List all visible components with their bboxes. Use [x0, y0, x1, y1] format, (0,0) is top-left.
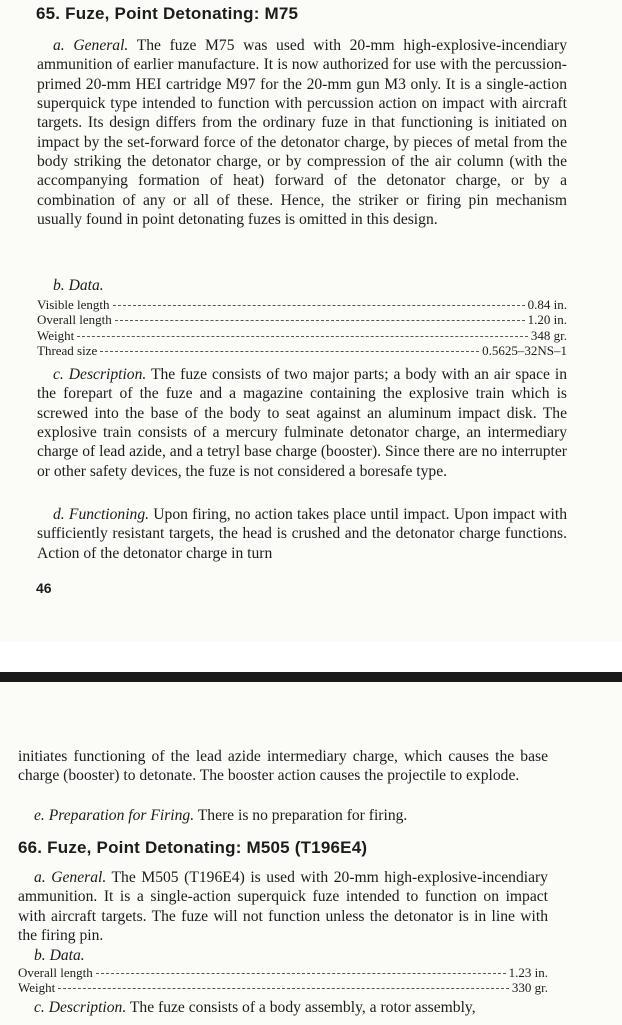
- data-row: [37, 343, 567, 358]
- data-row: [18, 965, 548, 980]
- functioning-lead: d. Functioning.: [53, 506, 150, 523]
- section-65-description: [37, 365, 567, 481]
- data-value: 330 gr.: [511, 980, 548, 996]
- data-label: Weight: [18, 980, 56, 996]
- page-divider: [0, 672, 622, 682]
- data-label: Overall length: [18, 965, 93, 980]
- description-text: The fuze consists of two major parts; a body with an air space in the forepart of the fuze and a magazine containing the explosive train which is screwed into the base of the body to seat against an aluminum impact disk. The explosive train consists of a mercury fulminate detonator charge, an intermediary charge of lead azide, and a tetryl base charge (booster). Since there are no interrupter or other safety devices, the fuze is not considered a boresafe type.: [37, 366, 567, 480]
- data-label: Visible length: [37, 297, 110, 312]
- general-text: The fuze M75 was used with 20-mm high-explosive-incendiary ammunition of earlier manufacture. It is now authorized for use with the percussion-primed 20-mm HEI cartridge M97 for the 20-mm gun M3 only. It is a single-action superquick type intended to function with percussion action on impact with aircraft targets. Its design differs from the ordinary fuze in that functioning is initiated on impact by the set-forward force of the detonator charge, by pieces of metal from the body striking the detonator charge, or by compression of the air column (with the accompanying formation of heat) forward of the detonator charge, or by a combination of any or all of these. Hence, the striker or firing pin mechanism usually found in point detonating fuzes is omitted in this design.: [37, 37, 567, 229]
- general-lead: a. General.: [34, 869, 107, 886]
- section-66-data-heading: b. Data.: [34, 947, 85, 964]
- data-value: 0.5625–32NS–1: [482, 342, 567, 358]
- description-lead: c. Description.: [34, 999, 127, 1016]
- description-text: The fuze consists of a body assembly, a rotor assembly,: [129, 999, 476, 1016]
- functioning-text: Upon firing, no action takes place until impact. Upon impact with sufficiently resistant targets, the head is crushed and the detonator charge functions. Action of the detonator charge in turn: [37, 506, 567, 562]
- leader-dots: [100, 351, 479, 352]
- preparation-lead: e. Preparation for Firing.: [34, 807, 195, 824]
- section-66-data-table: [18, 965, 548, 996]
- page-47: [0, 682, 622, 1025]
- data-label: Weight: [37, 327, 75, 343]
- leader-dots: [58, 988, 509, 989]
- preparation-for-firing: [18, 806, 548, 825]
- section-65-data-heading: b. Data.: [53, 277, 104, 294]
- leader-dots: [77, 336, 528, 337]
- leader-dots: [115, 320, 525, 321]
- section-65-functioning: [37, 505, 567, 563]
- section-66-general: [18, 868, 548, 945]
- page-gap: [0, 642, 622, 682]
- general-lead: a. General.: [53, 37, 129, 54]
- data-value: 0.84 in.: [527, 297, 567, 312]
- data-label: Thread size: [37, 342, 98, 358]
- data-row: [37, 328, 567, 343]
- data-value: 1.20 in.: [527, 312, 567, 328]
- continuation-text: initiates functioning of the lead azide intermediary charge, which causes the base charge (booster) to detonate. The booster action causes the projectile to explode.: [18, 748, 548, 785]
- leader-dots: [96, 973, 506, 974]
- preparation-text: There is no preparation for firing.: [197, 807, 408, 824]
- section-65-data-table: [37, 297, 567, 358]
- data-label: Overall length: [37, 312, 112, 328]
- data-value: 1.23 in.: [508, 965, 548, 980]
- data-row: [18, 980, 548, 995]
- section-65-title: 65. Fuze, Point Detonating: M75: [36, 4, 299, 23]
- data-row: [37, 297, 567, 312]
- section-65-general: [37, 36, 567, 229]
- general-text: The M505 (T196E4) is used with 20-mm high-explosive-incendiary ammunition. It is a single-action superquick fuze intended to function on impact with aircraft targets. The fuze will not function unless the detonator is in line with the firing pin.: [18, 869, 548, 945]
- description-lead: c. Description.: [53, 366, 147, 383]
- data-value: 348 gr.: [530, 327, 567, 343]
- data-row: [37, 312, 567, 327]
- section-66-description: [18, 998, 548, 1017]
- page-number: 46: [36, 580, 52, 596]
- leader-dots: [113, 305, 525, 306]
- section-66-title: 66. Fuze, Point Detonating: M505 (T196E4): [18, 838, 368, 857]
